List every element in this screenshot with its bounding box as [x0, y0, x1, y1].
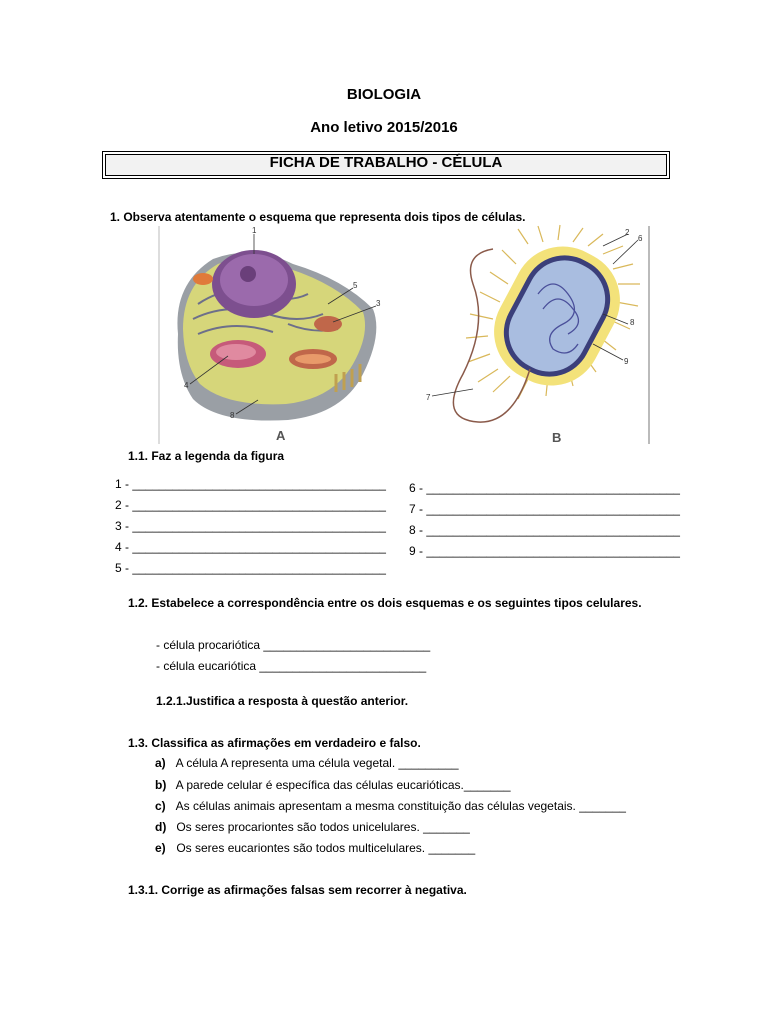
legend-line-1[interactable]: 1 - ______________________________________ — [115, 477, 386, 491]
question-1-2: 1.2. Estabelece a correspondência entre os dois esquemas e os seguintes tipos celulares. — [128, 596, 642, 610]
statement-label: b) — [155, 778, 167, 792]
legend-line-5[interactable]: 5 - ______________________________________ — [115, 561, 386, 575]
legend-line-8[interactable]: 8 - ______________________________________ — [409, 523, 680, 537]
statement-text: Os seres procariontes são todos unicelulares. _______ — [176, 820, 470, 834]
fig-b-number: 6 — [638, 234, 643, 243]
legend-line-3[interactable]: 3 - ______________________________________ — [115, 519, 386, 533]
fig-b-number: 8 — [630, 318, 635, 327]
fig-a-number: 8 — [230, 411, 235, 420]
fig-a-number: 4 — [184, 381, 189, 390]
figure-b-letter: B — [552, 430, 562, 445]
legend-line-7[interactable]: 7 - ______________________________________ — [409, 502, 680, 516]
prokaryotic-answer[interactable]: - célula procariótica _________________________ — [156, 638, 431, 652]
fig-a-number: 5 — [353, 281, 358, 290]
eukaryotic-answer[interactable]: - célula eucariótica _________________________ — [156, 659, 427, 673]
legend-line-4[interactable]: 4 - ______________________________________ — [115, 540, 386, 554]
statement-label: d) — [155, 820, 167, 834]
sheet-title: FICHA DE TRABALHO - CÉLULA — [269, 154, 503, 171]
question-1-2-1: 1.2.1.Justifica a resposta à questão anterior. — [156, 694, 409, 708]
statement-e[interactable] — [155, 841, 475, 855]
legend-line-6[interactable]: 6 - ______________________________________ — [409, 481, 680, 495]
question-1-3: 1.3. Classifica as afirmações em verdadeiro e falso. — [128, 736, 421, 750]
statement-b[interactable] — [155, 778, 511, 792]
legend-line-2[interactable]: 2 - ______________________________________ — [115, 498, 386, 512]
fig-a-number: 1 — [252, 226, 257, 235]
figure-a-letter: A — [276, 428, 286, 443]
statement-c[interactable] — [155, 799, 626, 813]
statement-text: As células animais apresentam a mesma constituição das células vegetais. _______ — [175, 799, 626, 813]
legend-line-9[interactable]: 9 - ______________________________________ — [409, 544, 680, 558]
question-1-3-1: 1.3.1. Corrige as afirmações falsas sem recorrer à negativa. — [128, 883, 467, 897]
figure-a-animal-cell — [158, 224, 384, 446]
fig-b-number: 7 — [426, 393, 431, 402]
statement-text: A parede celular é específica das células eucarióticas._______ — [175, 778, 511, 792]
fig-a-number: 3 — [376, 299, 381, 308]
statement-d[interactable] — [155, 820, 470, 834]
question-1: 1. Observa atentamente o esquema que representa dois tipos de células. — [110, 210, 526, 224]
statement-text: Os seres eucariontes são todos multicelulares. _______ — [176, 841, 476, 855]
statement-label: e) — [155, 841, 166, 855]
statement-label: a) — [155, 756, 166, 770]
statement-label: c) — [155, 799, 166, 813]
fig-b-number: 9 — [624, 357, 629, 366]
question-1-1: 1.1. Faz a legenda da figura — [128, 449, 285, 463]
statement-a[interactable] — [155, 756, 459, 770]
school-year: Ano letivo 2015/2016 — [310, 119, 458, 136]
figure-b-bacterial-cell — [418, 224, 652, 446]
fig-b-number: 2 — [625, 228, 630, 237]
statement-text: A célula A representa uma célula vegetal. _________ — [175, 756, 459, 770]
sheet-title-box — [102, 151, 670, 179]
subject-title: BIOLOGIA — [346, 86, 422, 103]
